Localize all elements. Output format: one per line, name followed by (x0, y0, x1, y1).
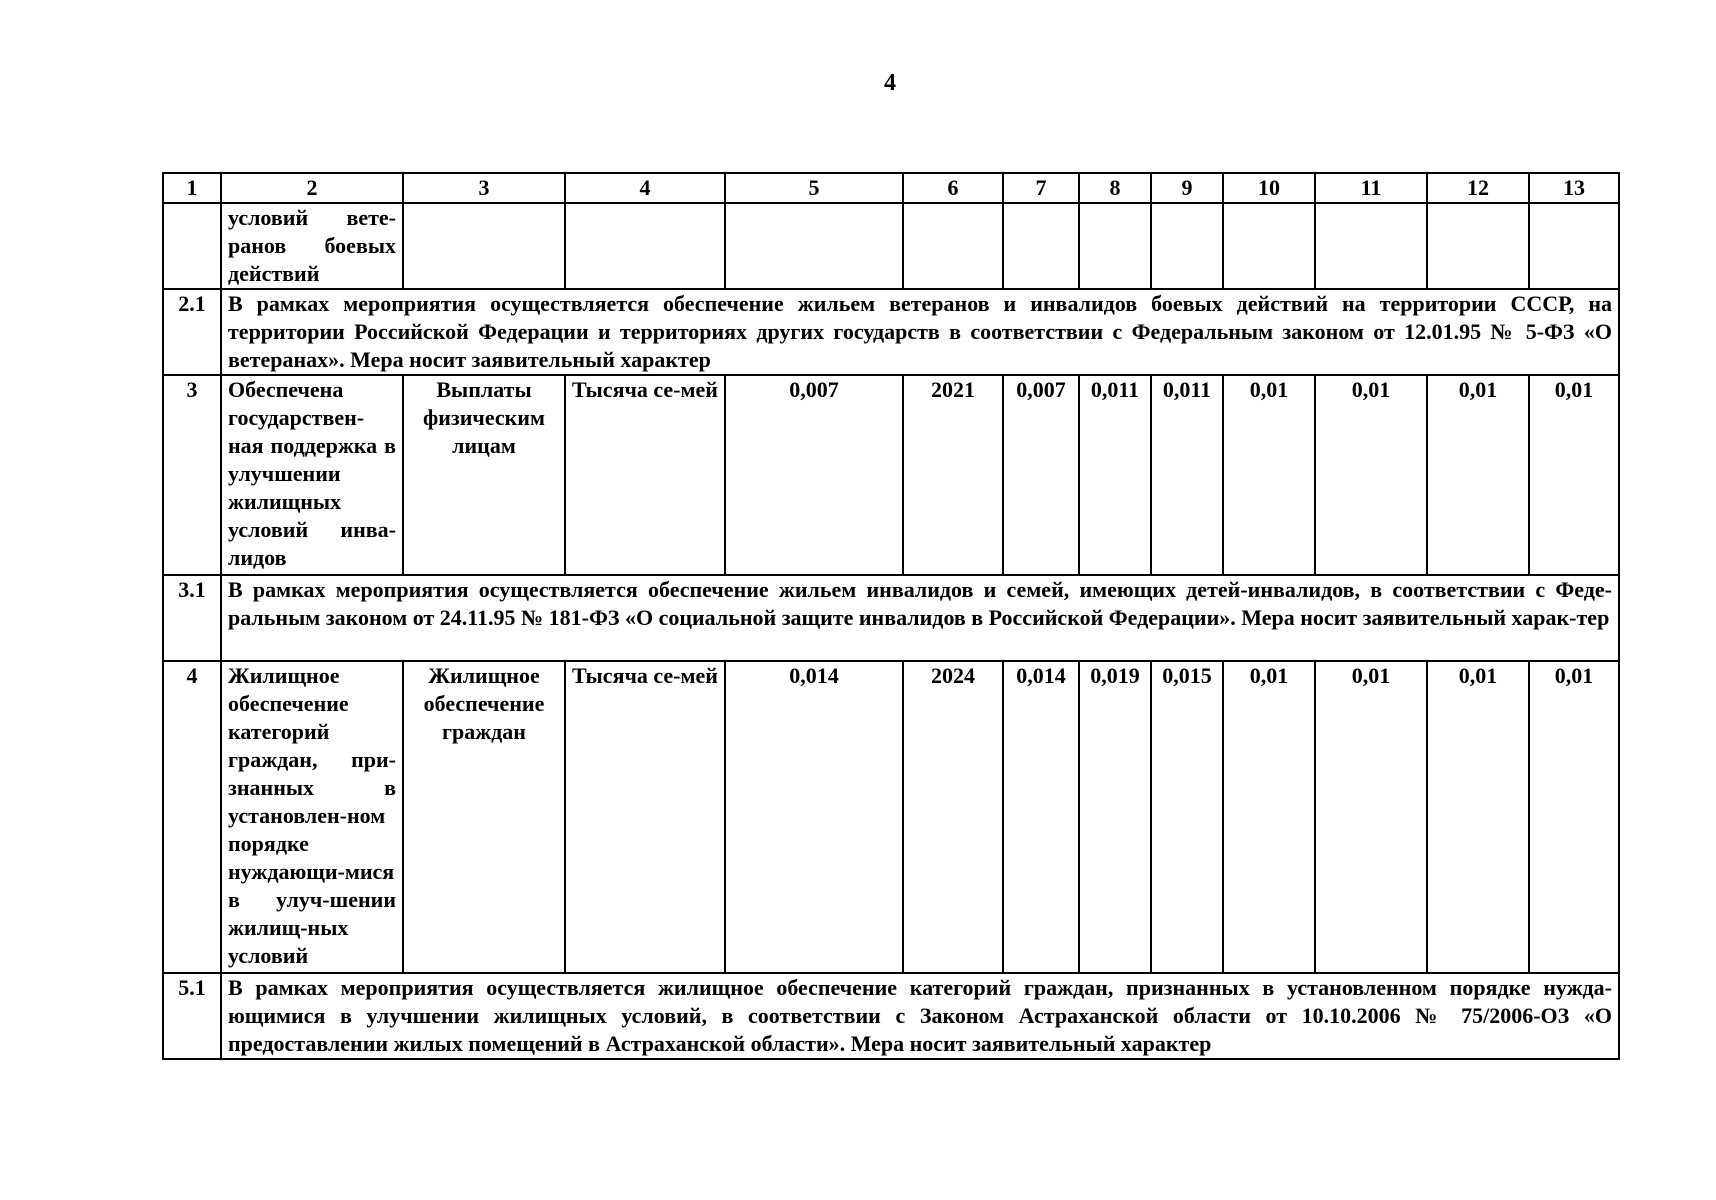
header-cell: 10 (1223, 173, 1315, 203)
cell-value: 0,015 (1151, 661, 1223, 973)
cell-empty (1427, 203, 1529, 289)
header-cell: 9 (1151, 173, 1223, 203)
cell-name: Обеспечена государствен-ная поддержка в улучшении жилищных условий инва-лидов (221, 375, 403, 575)
cell-value: 0,011 (1151, 375, 1223, 575)
cell-value: 0,01 (1315, 661, 1427, 973)
cell-name: Жилищное обеспечение категорий граждан, при-знанных в установлен-ном порядке нуждающи-мися в улуч-шении жилищ-ных условий (221, 661, 403, 973)
cell-value: 0,007 (1003, 375, 1079, 575)
cell-empty (403, 203, 565, 289)
cell-number: 2.1 (163, 289, 221, 375)
table-row (163, 973, 1619, 1059)
header-cell: 7 (1003, 173, 1079, 203)
cell-value: 0,01 (1315, 375, 1427, 575)
header-cell: 4 (565, 173, 725, 203)
cell-empty (1223, 203, 1315, 289)
header-cell: 13 (1529, 173, 1619, 203)
cell-value: 0,014 (725, 661, 903, 973)
cell-empty (565, 203, 725, 289)
header-cell: 8 (1079, 173, 1151, 203)
cell-empty (1003, 203, 1079, 289)
cell-unit: Тысяча се-мей (565, 375, 725, 575)
cell-empty (725, 203, 903, 289)
table-row (163, 203, 1619, 289)
cell-empty (1079, 203, 1151, 289)
cell-value: 0,011 (1079, 375, 1151, 575)
cell-value: 0,01 (1529, 661, 1619, 973)
cell-year: 2021 (903, 375, 1003, 575)
header-cell: 12 (1427, 173, 1529, 203)
cell-year: 2024 (903, 661, 1003, 973)
cell-number (163, 203, 221, 289)
cell-name: условий вете-ранов боевых действий (221, 203, 403, 289)
cell-description: В рамках мероприятия осуществляется обеспечение жильем инвалидов и семей, имеющих детей-инвалидов, в соответствии с Феде-ральным законом от 24.11.95 № 181-ФЗ «О социальной защите инвалидов в Российской Федерации». Мера носит заявительный харак-тер (221, 575, 1619, 661)
cell-number: 5.1 (163, 973, 221, 1059)
cell-number: 3 (163, 375, 221, 575)
cell-value: 0,01 (1223, 375, 1315, 575)
header-cell: 2 (221, 173, 403, 203)
cell-value: 0,01 (1427, 375, 1529, 575)
page-number: 4 (884, 70, 896, 96)
cell-empty (903, 203, 1003, 289)
cell-number: 3.1 (163, 575, 221, 661)
table-row (163, 575, 1619, 661)
table-row (163, 289, 1619, 375)
header-cell: 3 (403, 173, 565, 203)
cell-value: 0,019 (1079, 661, 1151, 973)
header-cell: 1 (163, 173, 221, 203)
cell-type: Выплаты физическим лицам (403, 375, 565, 575)
cell-value: 0,01 (1427, 661, 1529, 973)
cell-empty (1529, 203, 1619, 289)
table-row (163, 661, 1619, 973)
header-cell: 6 (903, 173, 1003, 203)
header-row (163, 173, 1619, 203)
cell-value: 0,01 (1223, 661, 1315, 973)
cell-empty (1151, 203, 1223, 289)
cell-description: В рамках мероприятия осуществляется обеспечение жильем ветеранов и инвалидов боевых действий на территории СССР, на территории Российской Федерации и территориях других государств в соответствии с Федеральным законом от 12.01.95 № 5-ФЗ «О ветеранах». Мера носит заявительный характер (221, 289, 1619, 375)
measures-table (162, 172, 1620, 1060)
header-cell: 11 (1315, 173, 1427, 203)
cell-value: 0,01 (1529, 375, 1619, 575)
cell-empty (1315, 203, 1427, 289)
header-cell: 5 (725, 173, 903, 203)
table-row (163, 375, 1619, 575)
cell-value: 0,007 (725, 375, 903, 575)
cell-value: 0,014 (1003, 661, 1079, 973)
cell-description: В рамках мероприятия осуществляется жилищное обеспечение категорий граждан, признанных в установленном порядке нужда-ющимися в улучшении жилищных условий, в соответствии с Законом Астраханской области от 10.10.2006 № 75/2006-ОЗ «О предоставлении жилых помещений в Астраханской области». Мера носит заявительный характер (221, 973, 1619, 1059)
cell-number: 4 (163, 661, 221, 973)
cell-type: Жилищное обеспечение граждан (403, 661, 565, 973)
cell-unit: Тысяча се-мей (565, 661, 725, 973)
